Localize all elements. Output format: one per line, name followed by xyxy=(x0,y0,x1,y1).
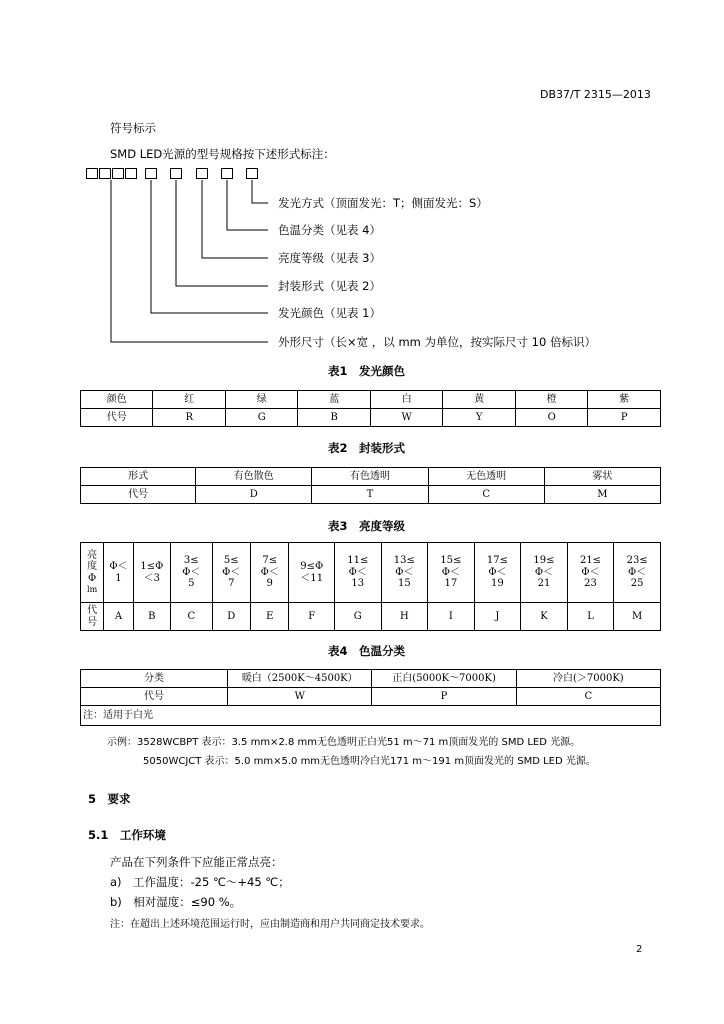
cell-line: Φ＜ xyxy=(222,566,241,578)
table-cell: G xyxy=(225,409,297,427)
cell-line: 15 xyxy=(397,578,411,590)
cell-line: 17 xyxy=(444,578,458,590)
env-note: 注：在超出上述环境范围运行时，应由制造商和用户共同商定技术要求。 xyxy=(110,919,430,930)
brightness-code-cell: B xyxy=(133,603,170,631)
brightness-header-cell xyxy=(104,543,133,603)
cell-line: Φ＜ xyxy=(441,566,460,578)
table-cell: 暖白（2500K～4500K） xyxy=(228,670,372,688)
brightness-header-cell xyxy=(614,543,661,603)
cell-line: 19≤ xyxy=(533,555,555,567)
brightness-header-row xyxy=(81,543,661,603)
cell-line: Φ＜ xyxy=(395,566,414,578)
cell-line: 代 xyxy=(87,605,98,616)
brightness-code-cell: C xyxy=(171,603,213,631)
cell-line: 23≤ xyxy=(626,555,648,567)
cell-line: Φ＜ xyxy=(109,561,128,572)
cell-line: 23 xyxy=(584,578,597,590)
cell-line: ＜3 xyxy=(143,572,161,584)
cell-line: lm xyxy=(87,585,98,594)
cell-line: 21≤ xyxy=(579,555,602,567)
table-cell: 绿 xyxy=(225,391,297,409)
table-cell: 蓝 xyxy=(298,391,370,409)
table-cell: B xyxy=(298,409,370,427)
example-line: 示例：3528WCBPT 表示：3.5 mm×2.8 mm无色透明正白光51 m～71 m顶面发光的 SMD LED 光源。 xyxy=(107,737,581,748)
brightness-code-cell: A xyxy=(104,603,133,631)
table-cell: Y xyxy=(443,409,515,427)
table-cell: 正白(5000K～7000K) xyxy=(372,670,516,688)
table-cell: 代号 xyxy=(81,409,153,427)
example-line: 5050WCJCT 表示：5.0 mm×5.0 mm无色透明冷白光171 m～191 m顶面发光的 SMD LED 光源。 xyxy=(143,756,596,767)
cell-line: 15≤ xyxy=(440,555,462,567)
table-cell: 白 xyxy=(370,391,443,409)
table2-packaging xyxy=(80,467,661,504)
env-item: b) 相对湿度：≤90 %。 xyxy=(110,895,242,909)
brightness-code-cell: H xyxy=(381,603,428,631)
table-cell: 颜色 xyxy=(81,391,153,409)
cell-line: 13 xyxy=(351,578,365,590)
symbol-intro: SMD LED光源的型号规格按下述形式标注： xyxy=(110,147,335,161)
brightness-code-cell: K xyxy=(521,603,568,631)
cell-line: 度 xyxy=(87,561,98,572)
table-cell: 代号 xyxy=(81,486,196,504)
cell-line: 号 xyxy=(87,616,98,628)
brightness-code-row xyxy=(81,603,661,631)
brightness-header-cell xyxy=(381,543,428,603)
legend-item: 外形尺寸（长×宽 ，以 mm 为单位，按实际尺寸 10 倍标识） xyxy=(278,335,596,349)
table-cell: D xyxy=(196,486,312,504)
table3-brightness xyxy=(80,542,661,631)
cell-line: 3≤ xyxy=(183,555,199,567)
brightness-code-cell: I xyxy=(428,603,475,631)
table1-title: 表1 发光颜色 xyxy=(328,364,406,378)
table-cell: T xyxy=(312,486,428,504)
brightness-code-cell: G xyxy=(335,603,382,631)
table-cell: 无色透明 xyxy=(428,468,544,486)
cell-line: 7 xyxy=(228,578,235,590)
cell-line: 9 xyxy=(266,578,273,590)
table-cell: 有色透明 xyxy=(312,468,428,486)
cell-line: 1≤Φ xyxy=(140,561,164,572)
table-cell: P xyxy=(372,688,516,706)
section-5-heading: 5 要求 xyxy=(88,792,131,806)
table-cell: 代号 xyxy=(81,688,228,706)
legend-item: 发光方式（顶面发光：T；侧面发光：S） xyxy=(278,196,488,210)
brightness-header-cell xyxy=(212,543,250,603)
table-cell: 黄 xyxy=(443,391,515,409)
table-cell: W xyxy=(228,688,372,706)
cell-line: Φ＜ xyxy=(182,566,201,578)
cell-line: 7≤ xyxy=(262,555,278,567)
brightness-header-cell xyxy=(474,543,521,603)
brightness-header-cell xyxy=(335,543,382,603)
table1-colors xyxy=(80,390,661,427)
cell-line: 11≤ xyxy=(347,555,369,567)
table-cell: P xyxy=(588,409,661,427)
symbol-heading: 符号标示 xyxy=(110,121,156,135)
brightness-header-cell xyxy=(171,543,213,603)
table-cell: C xyxy=(428,486,544,504)
table-cell: M xyxy=(544,486,660,504)
cell-line: 17≤ xyxy=(486,555,508,567)
brightness-code-label xyxy=(81,603,104,631)
legend-item: 发光颜色（见表 1） xyxy=(278,306,381,320)
brightness-header-cell xyxy=(567,543,614,603)
brightness-code-cell: D xyxy=(212,603,250,631)
cell-line: 5≤ xyxy=(223,555,239,567)
cell-line: Φ xyxy=(88,572,97,584)
cell-line: 1 xyxy=(115,572,122,584)
env-intro: 产品在下列条件下应能正常点亮： xyxy=(110,855,283,869)
cell-line: Φ＜ xyxy=(488,566,507,578)
cell-line: Φ＜ xyxy=(260,566,279,578)
table-cell: 橙 xyxy=(515,391,587,409)
cell-line: 19 xyxy=(491,578,504,590)
cell-line: Φ＜ xyxy=(534,566,554,578)
brightness-code-cell: M xyxy=(614,603,661,631)
table-cell: 形式 xyxy=(81,468,196,486)
brightness-code-cell: F xyxy=(289,603,335,631)
page-number: 2 xyxy=(636,944,643,955)
brightness-header-cell xyxy=(289,543,335,603)
table-cell: 雾状 xyxy=(544,468,660,486)
document-code: DB37/T 2315—2013 xyxy=(540,88,651,101)
cell-line: ＜11 xyxy=(300,572,324,584)
table-cell: 红 xyxy=(153,391,225,409)
cell-line: 13≤ xyxy=(393,555,415,567)
table2-title: 表2 封装形式 xyxy=(328,441,406,455)
table3-title: 表3 亮度等级 xyxy=(328,519,406,533)
cell-line: 5 xyxy=(188,578,195,590)
env-item: a) 工作温度：-25 ℃～+45 ℃； xyxy=(110,875,290,889)
cell-line: 25 xyxy=(630,578,644,590)
cell-line: Φ＜ xyxy=(348,566,367,578)
brightness-header-cell xyxy=(81,543,104,603)
brightness-header-cell xyxy=(251,543,289,603)
brightness-header-cell xyxy=(428,543,475,603)
table-cell: 分类 xyxy=(81,670,228,688)
cell-line: Φ＜ xyxy=(581,566,600,578)
cell-line: Φ＜ xyxy=(628,566,647,578)
brightness-code-cell: E xyxy=(251,603,289,631)
table-cell: C xyxy=(516,688,660,706)
table-cell: O xyxy=(515,409,587,427)
table4-color-temperature xyxy=(80,669,661,726)
brightness-header-cell xyxy=(521,543,568,603)
table-cell: 冷白(＞7000K) xyxy=(516,670,660,688)
cell-line: 亮 xyxy=(87,549,98,561)
table4-note: 注：适用于白光 xyxy=(81,706,661,726)
legend-item: 亮度等级（见表 3） xyxy=(278,251,381,265)
table-cell: 紫 xyxy=(588,391,661,409)
table-cell: W xyxy=(370,409,443,427)
legend-item: 封装形式（见表 2） xyxy=(278,279,381,293)
table-cell: 有色散色 xyxy=(196,468,312,486)
brightness-header-cell xyxy=(133,543,170,603)
brightness-code-cell: J xyxy=(474,603,521,631)
legend-item: 色温分类（见表 4） xyxy=(278,223,381,237)
cell-line: 21 xyxy=(537,578,551,590)
table-cell: R xyxy=(153,409,225,427)
brightness-code-cell: L xyxy=(567,603,614,631)
section-5-1-heading: 5.1 工作环境 xyxy=(88,828,166,842)
table4-title: 表4 色温分类 xyxy=(328,644,406,658)
cell-line: 9≤Φ xyxy=(300,561,324,572)
